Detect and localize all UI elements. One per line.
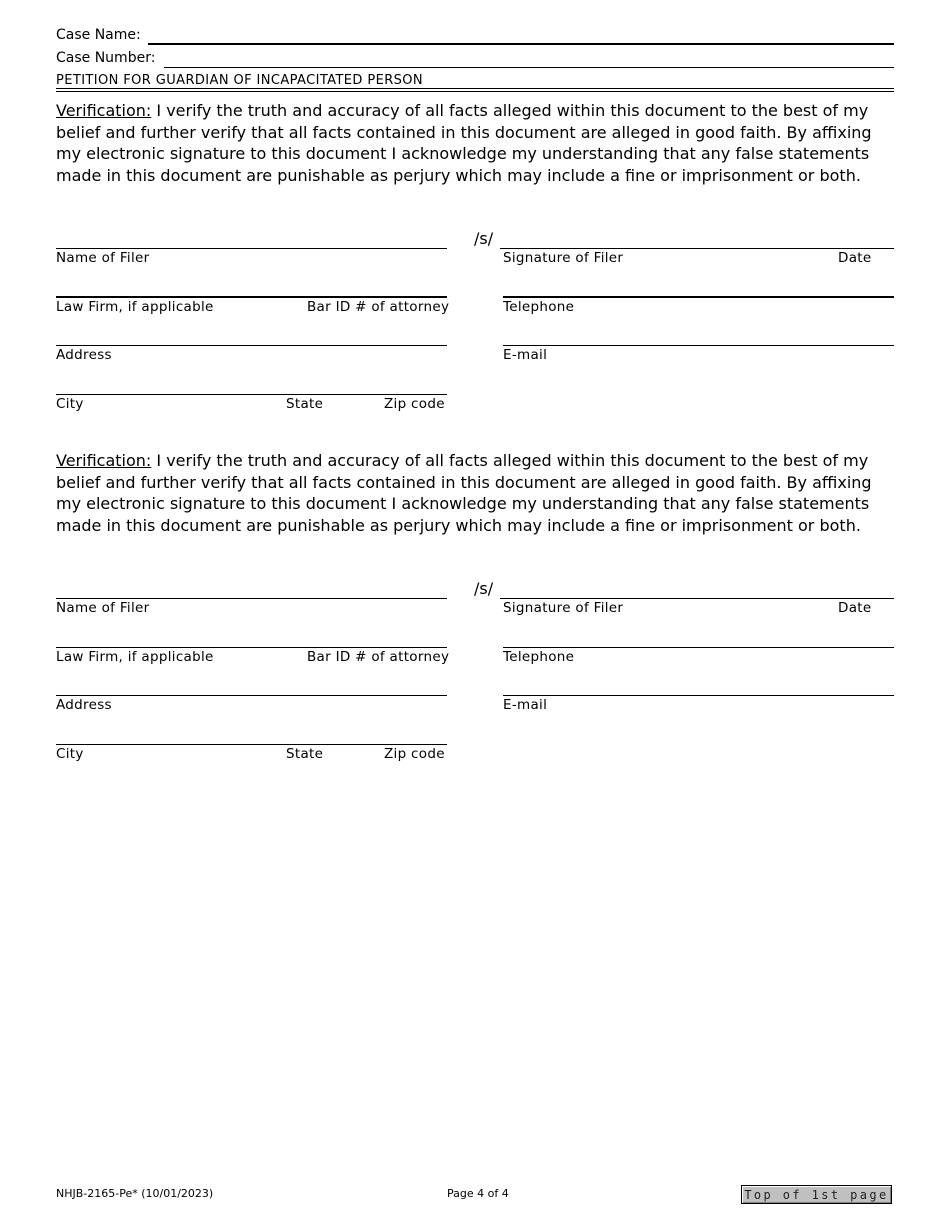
signature-of-filer-label: Signature of Filer <box>503 250 624 266</box>
state-label: State <box>286 746 324 762</box>
zip-label: Zip code <box>384 396 445 412</box>
bar-id-label: Bar ID # of attorney <box>307 299 450 315</box>
address-field[interactable] <box>56 345 447 346</box>
address-label: Address <box>56 697 112 713</box>
city-state-zip-field[interactable] <box>56 744 447 745</box>
name-of-filer-label: Name of Filer <box>56 250 150 266</box>
name-of-filer-label: Name of Filer <box>56 600 150 616</box>
verification-paragraph-2 <box>56 450 894 536</box>
date-label: Date <box>838 250 872 266</box>
name-of-filer-field[interactable] <box>56 598 447 599</box>
verification-text: I verify the truth and accuracy of all facts alleged within this document to the best of my belief and further verify that all facts contained in this document are alleged in good faith. By affixing my electronic signature to this document I acknowledge my understanding that any false statements made in this document are punishable as perjury which may include a fine or imprisonment or both. <box>56 101 872 185</box>
case-name-label: Case Name: <box>56 27 141 43</box>
signature-of-filer-label: Signature of Filer <box>503 600 624 616</box>
telephone-label: Telephone <box>503 299 575 315</box>
signature-of-filer-field[interactable] <box>500 598 894 599</box>
law-firm-label: Law Firm, if applicable <box>56 649 214 665</box>
verification-paragraph-1 <box>56 100 894 186</box>
telephone-field[interactable] <box>503 296 894 298</box>
state-label: State <box>286 396 324 412</box>
telephone-field[interactable] <box>503 647 894 648</box>
signature-prefix: /s/ <box>474 229 494 248</box>
address-label: Address <box>56 347 112 363</box>
verification-label: Verification: <box>56 101 152 120</box>
verification-text: I verify the truth and accuracy of all facts alleged within this document to the best of my belief and further verify that all facts contained in this document are alleged in good faith. By affixing my electronic signature to this document I acknowledge my understanding that any false statements made in this document are punishable as perjury which may include a fine or imprisonment or both. <box>56 451 872 535</box>
address-field[interactable] <box>56 695 447 696</box>
document-title: PETITION FOR GUARDIAN OF INCAPACITATED PERSON <box>56 73 424 88</box>
bar-id-label: Bar ID # of attorney <box>307 649 450 665</box>
date-label: Date <box>838 600 872 616</box>
signature-prefix: /s/ <box>474 579 494 598</box>
telephone-label: Telephone <box>503 649 575 665</box>
verification-label: Verification: <box>56 451 152 470</box>
law-firm-label: Law Firm, if applicable <box>56 299 214 315</box>
case-number-field[interactable] <box>164 67 894 68</box>
name-of-filer-field[interactable] <box>56 248 447 249</box>
email-field[interactable] <box>503 695 894 696</box>
email-label: E-mail <box>503 697 548 713</box>
signature-of-filer-field[interactable] <box>500 248 894 249</box>
law-firm-field[interactable] <box>56 296 447 298</box>
top-of-first-page-button[interactable]: Top of 1st page <box>741 1185 892 1204</box>
city-label: City <box>56 396 84 412</box>
title-underline-1 <box>56 88 894 89</box>
email-label: E-mail <box>503 347 548 363</box>
city-label: City <box>56 746 84 762</box>
page-number: Page 4 of 4 <box>447 1187 509 1200</box>
email-field[interactable] <box>503 345 894 346</box>
title-underline-2 <box>56 91 894 92</box>
form-id: NHJB-2165-Pe* (10/01/2023) <box>56 1187 214 1200</box>
law-firm-field[interactable] <box>56 647 447 648</box>
city-state-zip-field[interactable] <box>56 394 447 395</box>
zip-label: Zip code <box>384 746 445 762</box>
case-number-label: Case Number: <box>56 50 156 66</box>
case-name-field[interactable] <box>148 43 894 45</box>
